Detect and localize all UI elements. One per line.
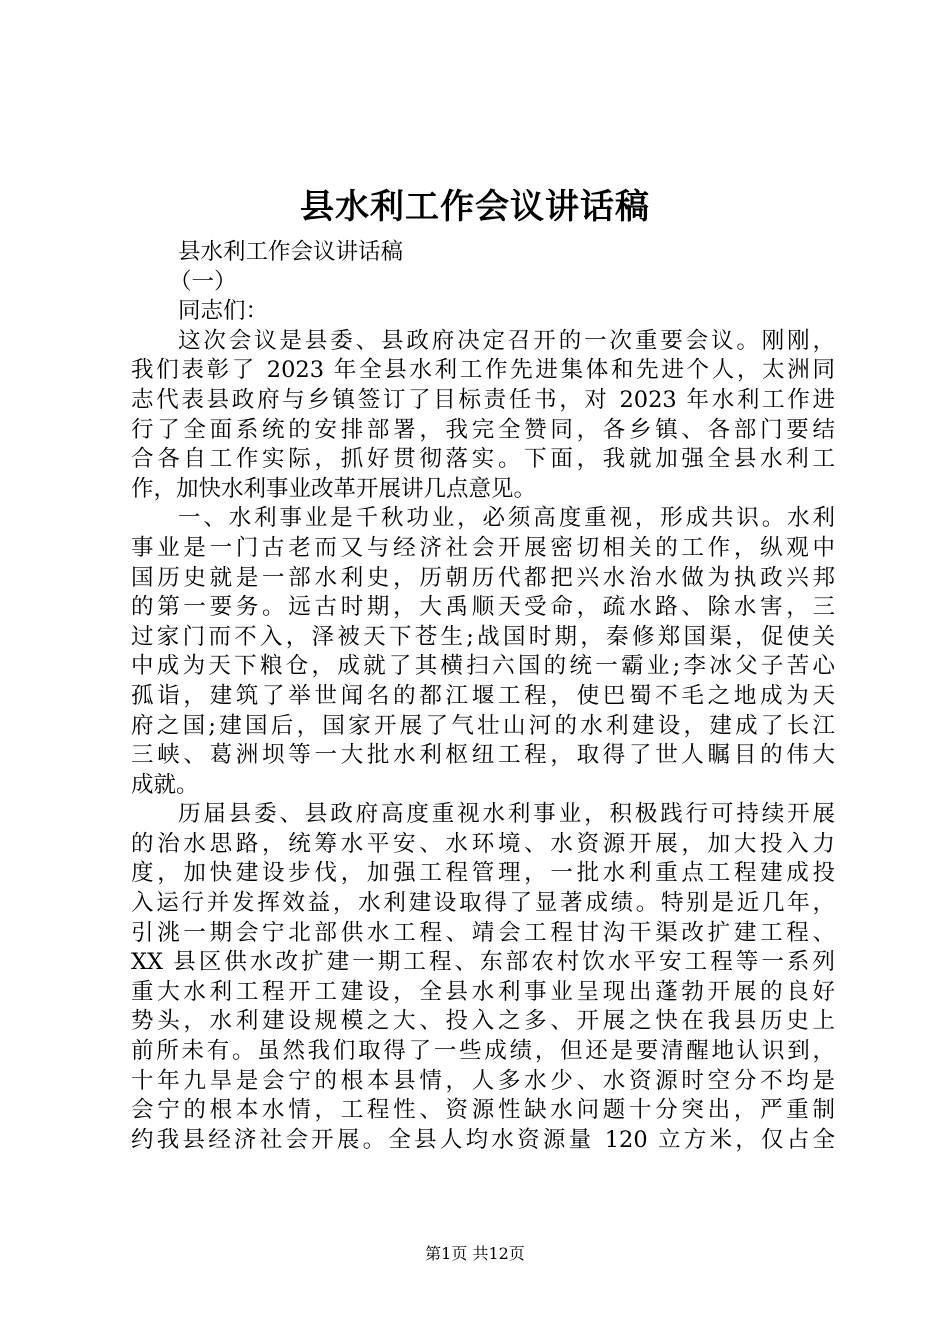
text-line: 约我县经济社会开展。全县人均水资源量 120 立方米，仅占全 [131, 1126, 835, 1153]
text-line: 作，加快水利事业改革开展讲几点意见。 [131, 475, 537, 502]
text-line: 会宁的根本水情，工程性、资源性缺水问题十分突出，严重制 [131, 1097, 835, 1124]
text-line: 府之国;建国后，国家开展了气壮山河的水利建设，建成了长江 [131, 712, 835, 739]
text-line: 事业是一门古老而又与经济社会开展密切相关的工作，纵观中 [131, 534, 835, 561]
text-line: 行了全面系统的安排部署，我完全赞同，各乡镇、各部门要结 [131, 416, 835, 443]
text-line: 孤诣，建筑了举世闻名的都江堰工程，使巴蜀不毛之地成为天 [131, 682, 835, 709]
text-line: 过家门而不入，泽被天下苍生;战国时期，秦修郑国渠，促使关 [131, 623, 835, 650]
page-indicator: 第1页 共12页 [425, 1244, 525, 1263]
text-line: XX 县区供水改扩建一期工程、东部农村饮水平安工程等一系列 [131, 949, 835, 976]
text-line: 的治水思路，统筹水平安、水环境、水资源开展，加大投入力 [131, 830, 835, 857]
text-line: 合各自工作实际，抓好贯彻落实。下面，我就加强全县水利工 [131, 446, 835, 473]
text-line: 势头，水利建设规模之大、投入之多、开展之快在我县历史上 [131, 1008, 835, 1035]
document-body [131, 238, 835, 1155]
text-line: 国历史就是一部水利史，历朝历代都把兴水治水做为执政兴邦 [131, 564, 835, 591]
document-title: 县水利工作会议讲话稿 [300, 187, 650, 227]
text-line: 我们表彰了 2023 年全县水利工作先进集体和先进个人，太洲同 [131, 357, 835, 384]
paragraph-3 [131, 800, 835, 1155]
document-subtitle: 县水利工作会议讲话稿 [178, 239, 404, 265]
text-line: 这次会议是县委、县政府决定召开的一次重要会议。刚刚， [178, 327, 835, 354]
text-line: 志代表县政府与乡镇签订了目标责任书，对 2023 年水利工作进 [131, 386, 835, 413]
text-line: 重大水利工程开工建设，全县水利事业呈现出蓬勃开展的良好 [131, 978, 835, 1005]
text-line: 成就。 [131, 771, 199, 798]
salutation: 同志们： [178, 298, 269, 325]
text-line: 中成为天下粮仓，成就了其横扫六国的统一霸业;李冰父子苦心 [131, 653, 835, 680]
text-line: 十年九旱是会宁的根本县情，人多水少、水资源时空分不均是 [131, 1067, 835, 1094]
paragraph-1 [131, 327, 835, 505]
text-line: 三峡、葛洲坝等一大批水利枢纽工程，取得了世人瞩目的伟大 [131, 742, 835, 769]
section-mark: （一） [169, 268, 237, 295]
text-line: 入运行并发挥效益，水利建设取得了显著成绩。特别是近几年， [131, 890, 835, 917]
text-line: 引洮一期会宁北部供水工程、靖会工程甘沟干渠改扩建工程、 [131, 919, 835, 946]
paragraph-2 [131, 504, 835, 800]
text-line: 前所未有。虽然我们取得了一些成绩，但还是要清醒地认识到， [131, 1038, 835, 1065]
text-line: 一、水利事业是千秋功业，必须高度重视，形成共识。水利 [178, 505, 835, 532]
text-line: 历届县委、县政府高度重视水利事业，积极践行可持续开展 [178, 801, 835, 828]
text-line: 的第一要务。远古时期，大禹顺天受命，疏水路、除水害，三 [131, 594, 835, 621]
text-line: 度，加快建设步伐，加强工程管理，一批水利重点工程建成投 [131, 860, 835, 887]
